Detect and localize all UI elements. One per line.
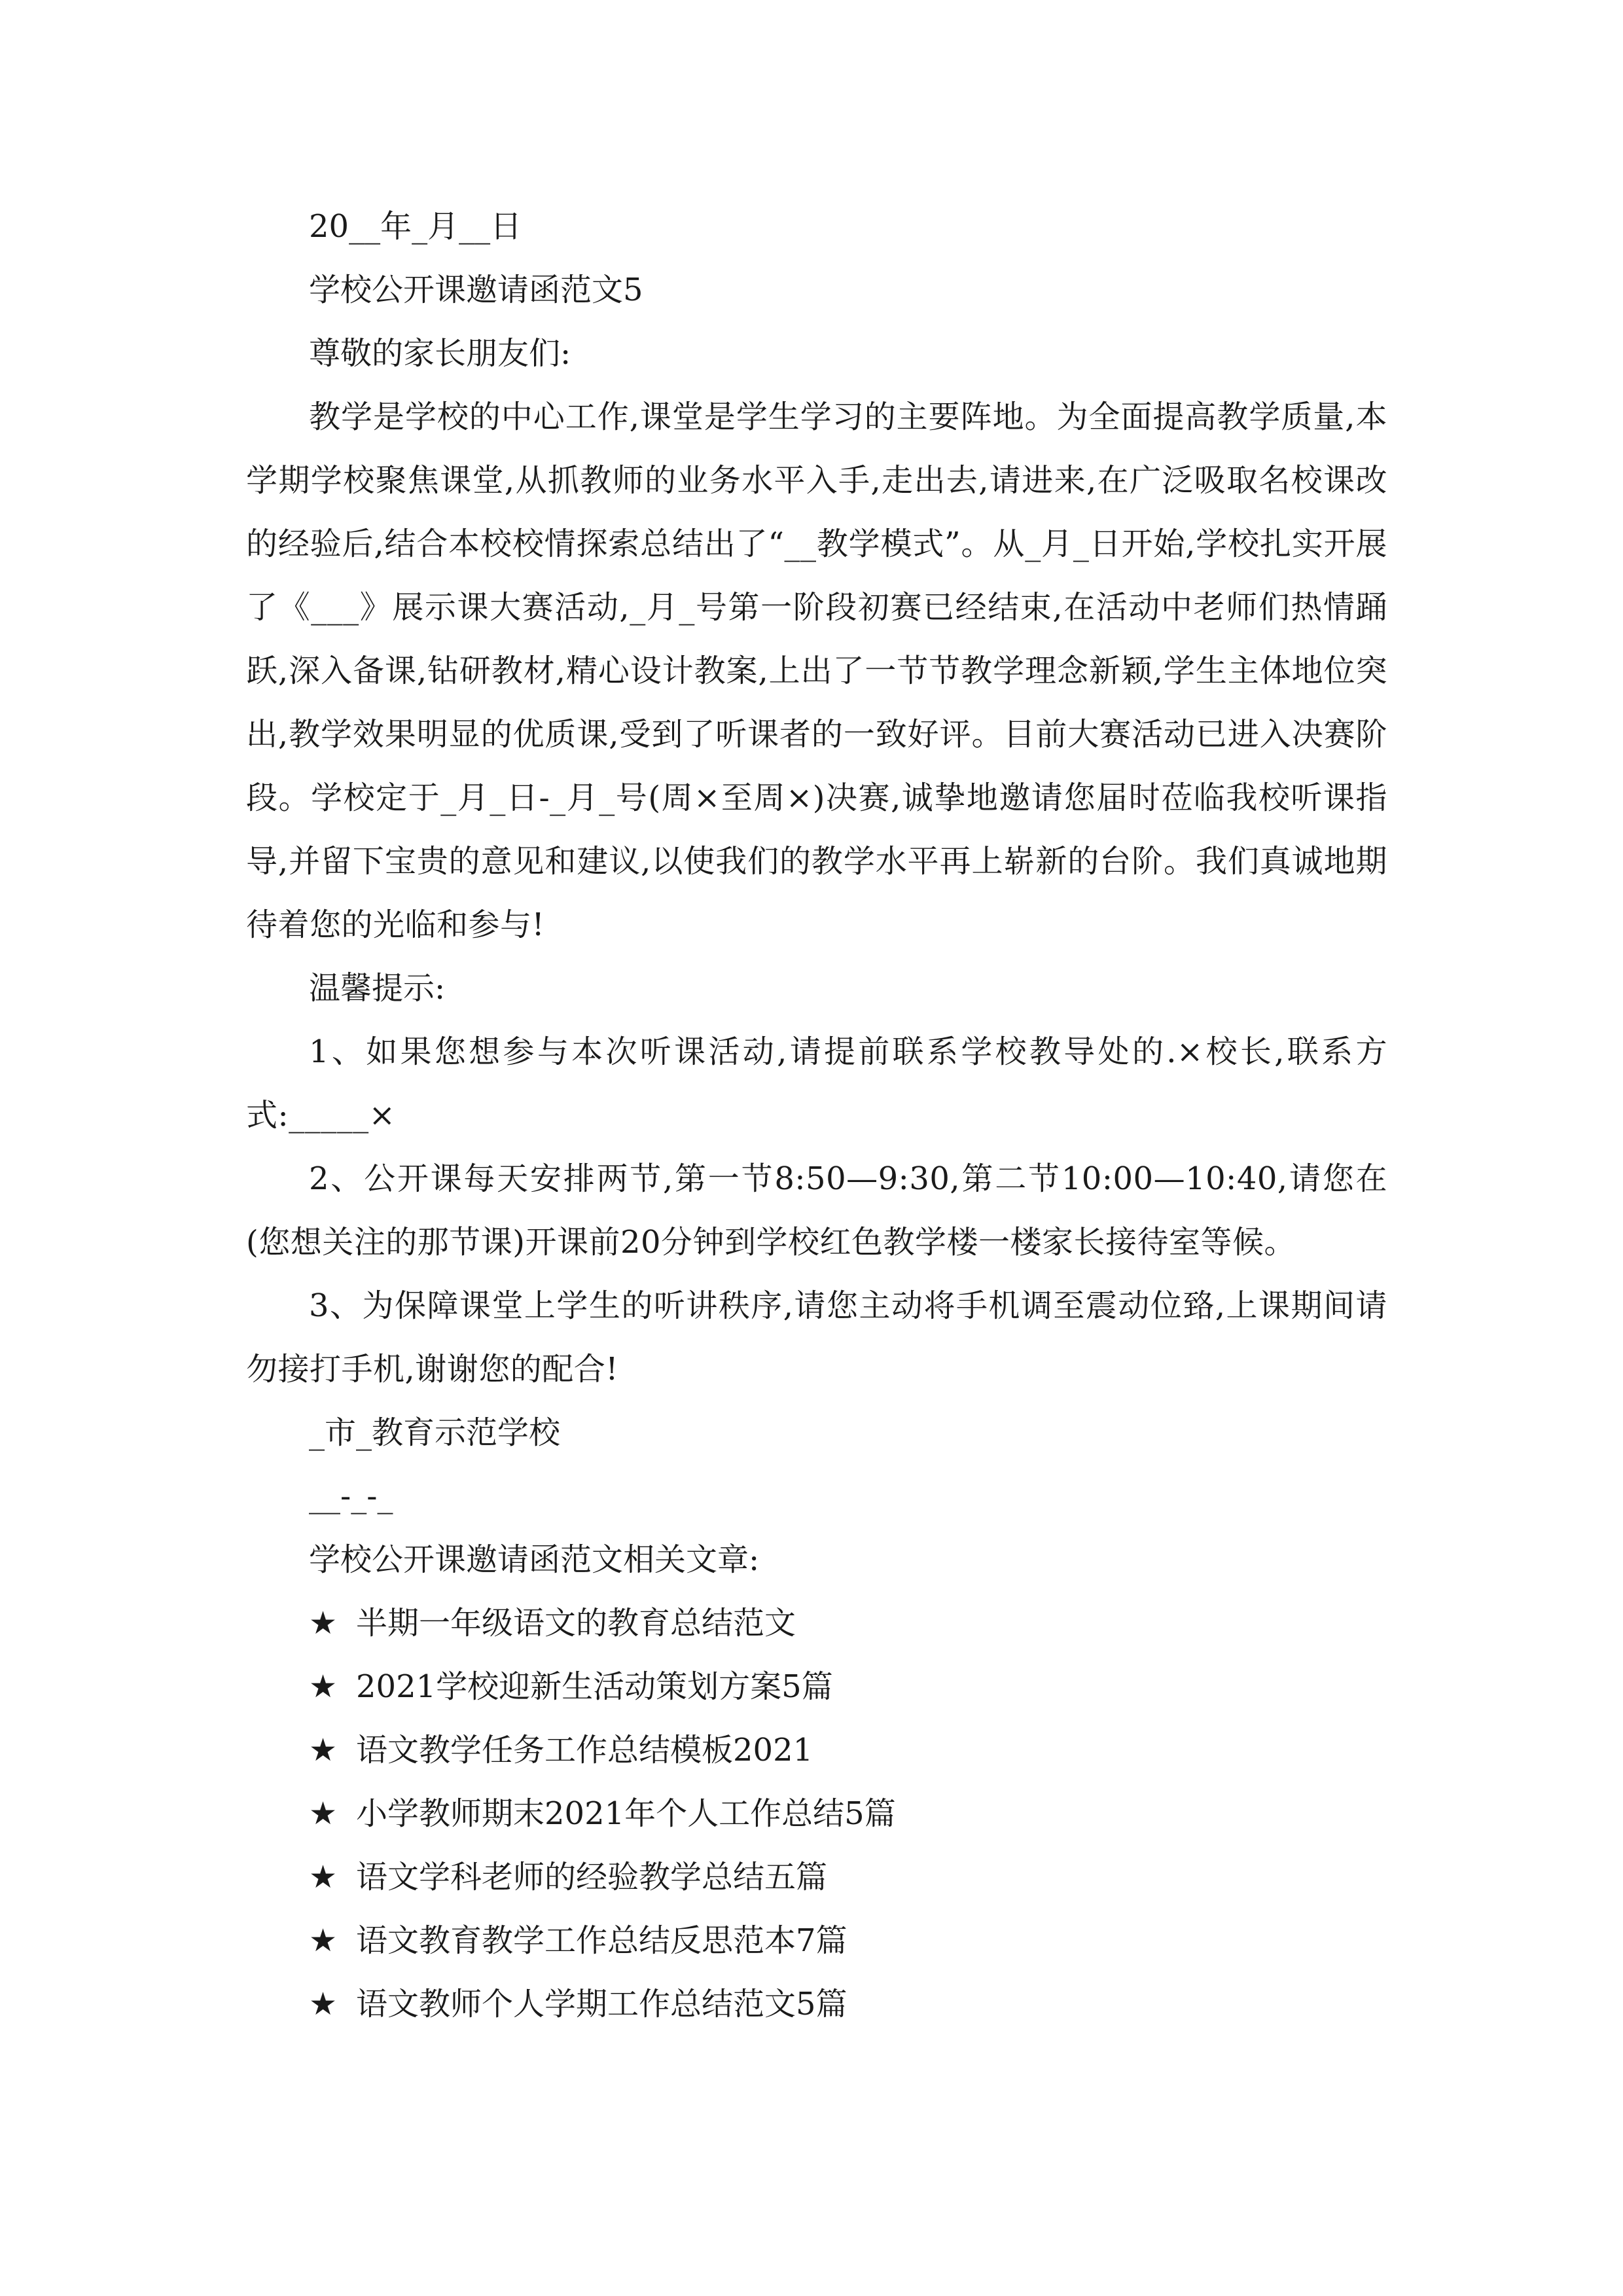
tips-heading: 温馨提示: — [309, 970, 446, 1007]
tip-item-3: 3、为保障课堂上学生的听讲秩序,请您主动将手机调至震动位臵,上课期间请勿接打手机,谢谢您的配合! — [246, 1287, 1387, 1388]
letter-title: 学校公开课邀请函范文5 — [309, 272, 643, 308]
related-article-link[interactable] — [246, 1592, 1387, 1655]
related-article-title: 语文教师个人学期工作总结范文5篇 — [356, 1986, 847, 2022]
star-icon: ★ — [309, 1986, 338, 2022]
related-article-link[interactable] — [246, 1846, 1387, 1909]
related-articles-list — [246, 1592, 1387, 2036]
related-article-title: 小学教师期末2021年个人工作总结5篇 — [356, 1795, 896, 1832]
related-article-link[interactable] — [246, 1782, 1387, 1846]
signature-school: _市_教育示范学校 — [309, 1414, 561, 1451]
related-article-title: 语文教学任务工作总结模板2021 — [356, 1732, 813, 1768]
star-icon: ★ — [309, 1605, 338, 1641]
tip-item-2: 2、公开课每天安排两节,第一节8:50—9:30,第二节10:00—10:40,请您在(您想关注的那节课)开课前20分钟到学校红色教学楼一楼家长接待室等候。 — [246, 1160, 1387, 1261]
related-article-title: 半期一年级语文的教育总结范文 — [356, 1605, 796, 1641]
related-heading: 学校公开课邀请函范文相关文章: — [309, 1541, 760, 1578]
star-icon: ★ — [309, 1859, 338, 1895]
related-article-title: 语文教育教学工作总结反思范本7篇 — [356, 1922, 847, 1959]
date-line: 20__年_月__日 — [309, 208, 522, 245]
related-article-title: 语文学科老师的经验教学总结五篇 — [356, 1859, 828, 1895]
signature-date: __-_-_ — [309, 1478, 393, 1515]
related-article-link[interactable] — [246, 1973, 1387, 2036]
related-article-link[interactable] — [246, 1655, 1387, 1719]
star-icon: ★ — [309, 1795, 338, 1832]
letter-greeting: 尊敬的家长朋友们: — [309, 335, 571, 372]
document-content — [246, 195, 1387, 2036]
star-icon: ★ — [309, 1668, 338, 1705]
star-icon: ★ — [309, 1732, 338, 1768]
tip-item-1: 1、如果您想参与本次听课活动,请提前联系学校教导处的.×校长,联系方式:_____× — [246, 1033, 1387, 1134]
star-icon: ★ — [309, 1922, 338, 1959]
related-article-link[interactable] — [246, 1719, 1387, 1782]
letter-body-paragraph: 教学是学校的中心工作,课堂是学生学习的主要阵地。为全面提高教学质量,本学期学校聚焦课堂,从抓教师的业务水平入手,走出去,请进来,在广泛吸取名校课改的经验后,结合本校校情探索总结出了“__教学模式”。从_月_日开始,学校扎实开展了《___》展示课大赛活动,_月_号第一阶段初赛已经结束,在活动中老师们热情踊跃,深入备课,钻研教材,精心设计教案,上出了一节节教学理念新颖,学生主体地位突出,教学效果明显的优质课,受到了听课者的一致好评。目前大赛活动已进入决赛阶段。学校定于_月_日-_月_号(周×至周×)决赛,诚挚地邀请您届时莅临我校听课指导,并留下宝贵的意见和建议,以使我们的教学水平再上崭新的台阶。我们真诚地期待着您的光临和参与! — [246, 399, 1387, 943]
related-article-link[interactable] — [246, 1909, 1387, 1973]
related-article-title: 2021学校迎新生活动策划方案5篇 — [356, 1668, 833, 1705]
